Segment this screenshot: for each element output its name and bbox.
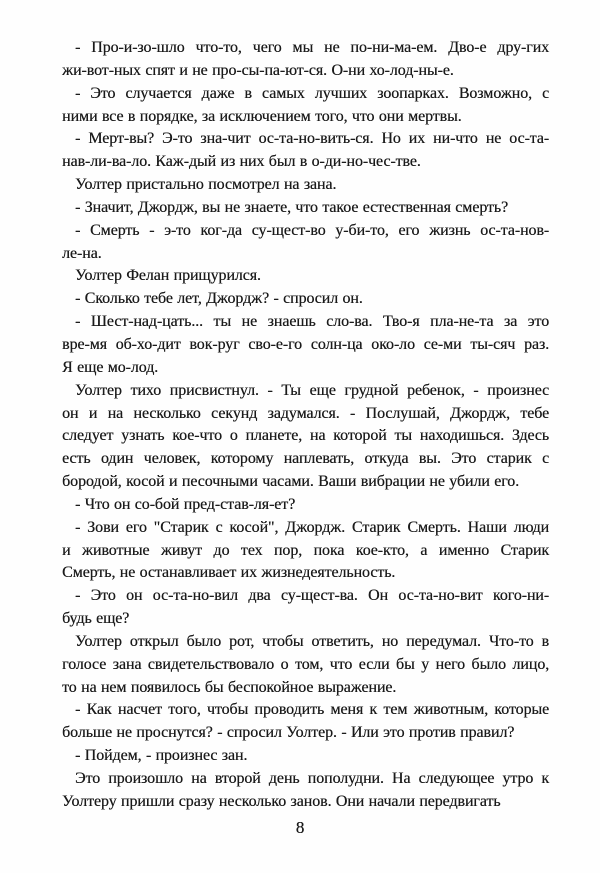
text-line: будь еще?: [62, 610, 130, 628]
text-line: следует узнать кое-что о планете, на которой ты находишься. Здесь: [62, 427, 549, 445]
text-line: - Смерть - э-то ког-да су-щест-во у-би-то, его жизнь ос-та-нов-: [75, 221, 549, 239]
text-line: Уолтер пристально посмотрел на зана.: [75, 176, 337, 194]
text-line: жи-вот-ных спят и не про-сы-па-ют-ся. О-ни хо-лод-ны-е.: [62, 61, 454, 79]
text-line: Уолтер открыл было рот, чтобы ответить, но передумал. Что-то в: [75, 632, 549, 650]
text-line: больше не проснутся? - спросил Уолтер. - Или это против правил?: [62, 724, 515, 742]
text-line: - Шест-над-цать... ты не знаешь сло-ва. Тво-я пла-не-та за это: [75, 313, 549, 331]
text-line: - Про-и-зо-шло что-то, чего мы не по-ни-ма-ем. Дво-е дру-гих: [75, 39, 549, 56]
text-line: Смерть, не останавливает их жизнедеятельность.: [62, 564, 396, 582]
text-line: ними все в порядке, за исключением того, что они мертвы.: [62, 107, 462, 125]
text-line: Уолтер тихо присвистнул. - Ты еще грудной ребенок, - произнес: [75, 381, 549, 399]
text-line: то на нем появилось бы беспокойное выражение.: [62, 678, 397, 696]
page-number: 8: [295, 818, 305, 837]
text-line: - Сколько тебе лет, Джордж? - спросил он.: [75, 290, 363, 308]
text-line: - Мерт-вы? Э-то зна-чит ос-та-но-вить-ся. Но их ни-что не ос-та-: [75, 130, 549, 148]
text-line: - Значит, Джордж, вы не знаете, что такое естественная смерть?: [75, 198, 508, 216]
text-line: и животные живут до тех пор, пока кое-кто, а именно Старик: [62, 541, 549, 559]
text-block: [62, 39, 549, 816]
text-line: - Это он ос-та-но-вил два су-щест-ва. Он ос-та-но-вит кого-ни-: [75, 587, 549, 605]
text-line: бородой, косой и песочными часами. Ваши вибрации не убили его.: [62, 473, 519, 491]
text-line: Это произошло на второй день пополудни. На следующее утро к: [75, 770, 549, 787]
text-line: Уолтеру пришли сразу несколько занов. Они начали передвигать: [62, 792, 501, 810]
text-line: Уолтер Фелан прищурился.: [75, 267, 261, 285]
text-line: нав-ли-ва-ло. Каж-дый из них был в о-ди-но-чес-тве.: [62, 153, 421, 171]
text-line: Я еще мо-лод.: [62, 358, 159, 376]
text-line: голосе зана свидетельствовало о том, что если бы у него было лицо,: [62, 655, 549, 673]
text-line: есть один человек, которому наплевать, откуда вы. Это старик с: [62, 450, 549, 468]
text-line: ле-на.: [62, 244, 102, 262]
text-line: - Зови его "Старик с косой", Джордж. Старик Смерть. Наши люди: [75, 518, 549, 536]
text-line: - Это случается даже в самых лучших зоопарках. Возможно, с: [75, 84, 549, 102]
text-line: вре-мя об-хо-дит вок-руг сво-е-го солн-ца око-ло се-ми ты-сяч раз.: [62, 335, 549, 353]
text-line: - Что он со-бой пред-став-ля-ет?: [75, 495, 296, 513]
text-line: - Как насчет того, чтобы проводить меня к тем животным, которые: [75, 701, 549, 719]
text-line: он и на несколько секунд задумался. - Послушай, Джордж, тебе: [62, 404, 549, 422]
text-line: - Пойдем, - произнес зан.: [75, 747, 248, 765]
